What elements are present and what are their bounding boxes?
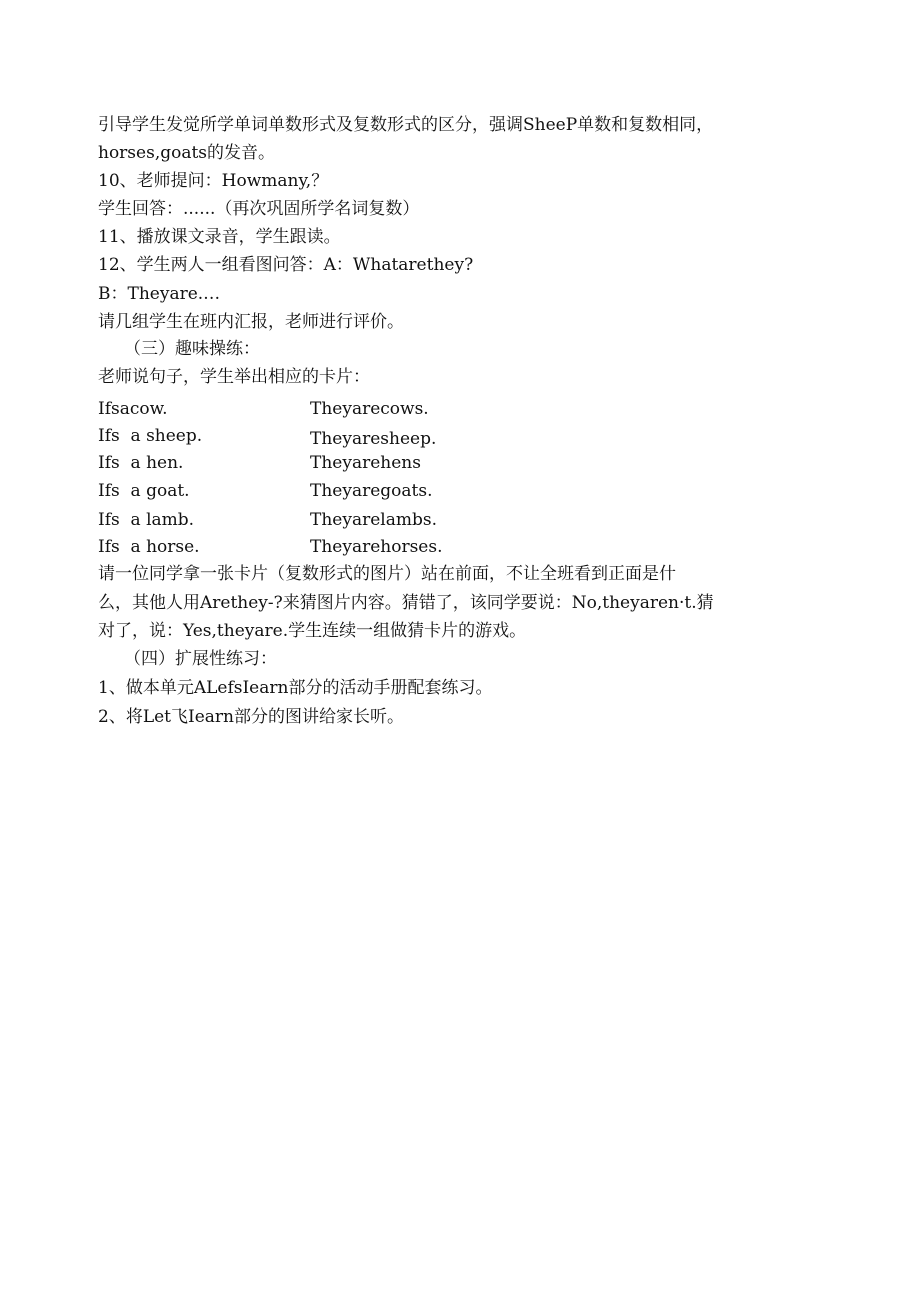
report-line: 请几组学生在班内汇报，老师进行评价。 [98, 312, 404, 332]
singular-sentence: Ifs a goat. [98, 481, 190, 501]
plural-sentence: Theyaregoats. [310, 481, 433, 501]
plural-sentence: Theyarelambs. [310, 510, 437, 530]
step-11: 11、播放课文录音，学生跟读。 [98, 227, 341, 247]
singular-sentence: Ifs a horse. [98, 537, 200, 557]
singular-sentence: Ifs a hen. [98, 453, 184, 473]
paragraph-line: 引导学生发觉所学单词单数形式及复数形式的区分，强调SheeP单数和复数相同， [98, 115, 714, 135]
singular-sentence: Ifs a lamb. [98, 510, 195, 530]
step-12-answer: B：Theyare.… [98, 284, 221, 304]
section-heading-4: （四）扩展性练习： [124, 649, 277, 669]
homework-item: 2、将Let飞Iearn部分的图讲给家长听。 [98, 707, 404, 727]
student-answer: 学生回答：......（再次巩固所学名词复数） [98, 199, 420, 219]
singular-sentence: Ifsacow. [98, 399, 168, 419]
teacher-instruction: 老师说句子，学生举出相应的卡片： [98, 367, 370, 387]
singular-sentence: Ifs a sheep. [98, 426, 203, 446]
section-heading-3: （三）趣味操练： [124, 339, 260, 359]
plural-sentence: Theyarecows. [310, 399, 429, 419]
game-instruction-line: 么，其他人用Arethey-?来猜图片内容。猜错了，该同学要说：No,theyaren·t.猜 [98, 593, 714, 613]
game-instruction-line: 请一位同学拿一张卡片（复数形式的图片）站在前面，不让全班看到正面是什 [98, 564, 676, 584]
game-instruction-line: 对了，说：Yes,theyare.学生连续一组做猜卡片的游戏。 [98, 621, 527, 641]
step-10: 10、老师提问：Howmany,？ [98, 171, 329, 191]
plural-sentence: Theyaresheep. [310, 429, 437, 449]
plural-sentence: Theyarehorses. [310, 537, 443, 557]
plural-sentence: Theyarehens [310, 453, 421, 473]
homework-item: 1、做本单元ALefsIearn部分的活动手册配套练习。 [98, 678, 493, 698]
step-12: 12、学生两人一组看图问答：A：Whatarethey? [98, 255, 474, 275]
paragraph-line: horses,goats的发音。 [98, 143, 276, 163]
